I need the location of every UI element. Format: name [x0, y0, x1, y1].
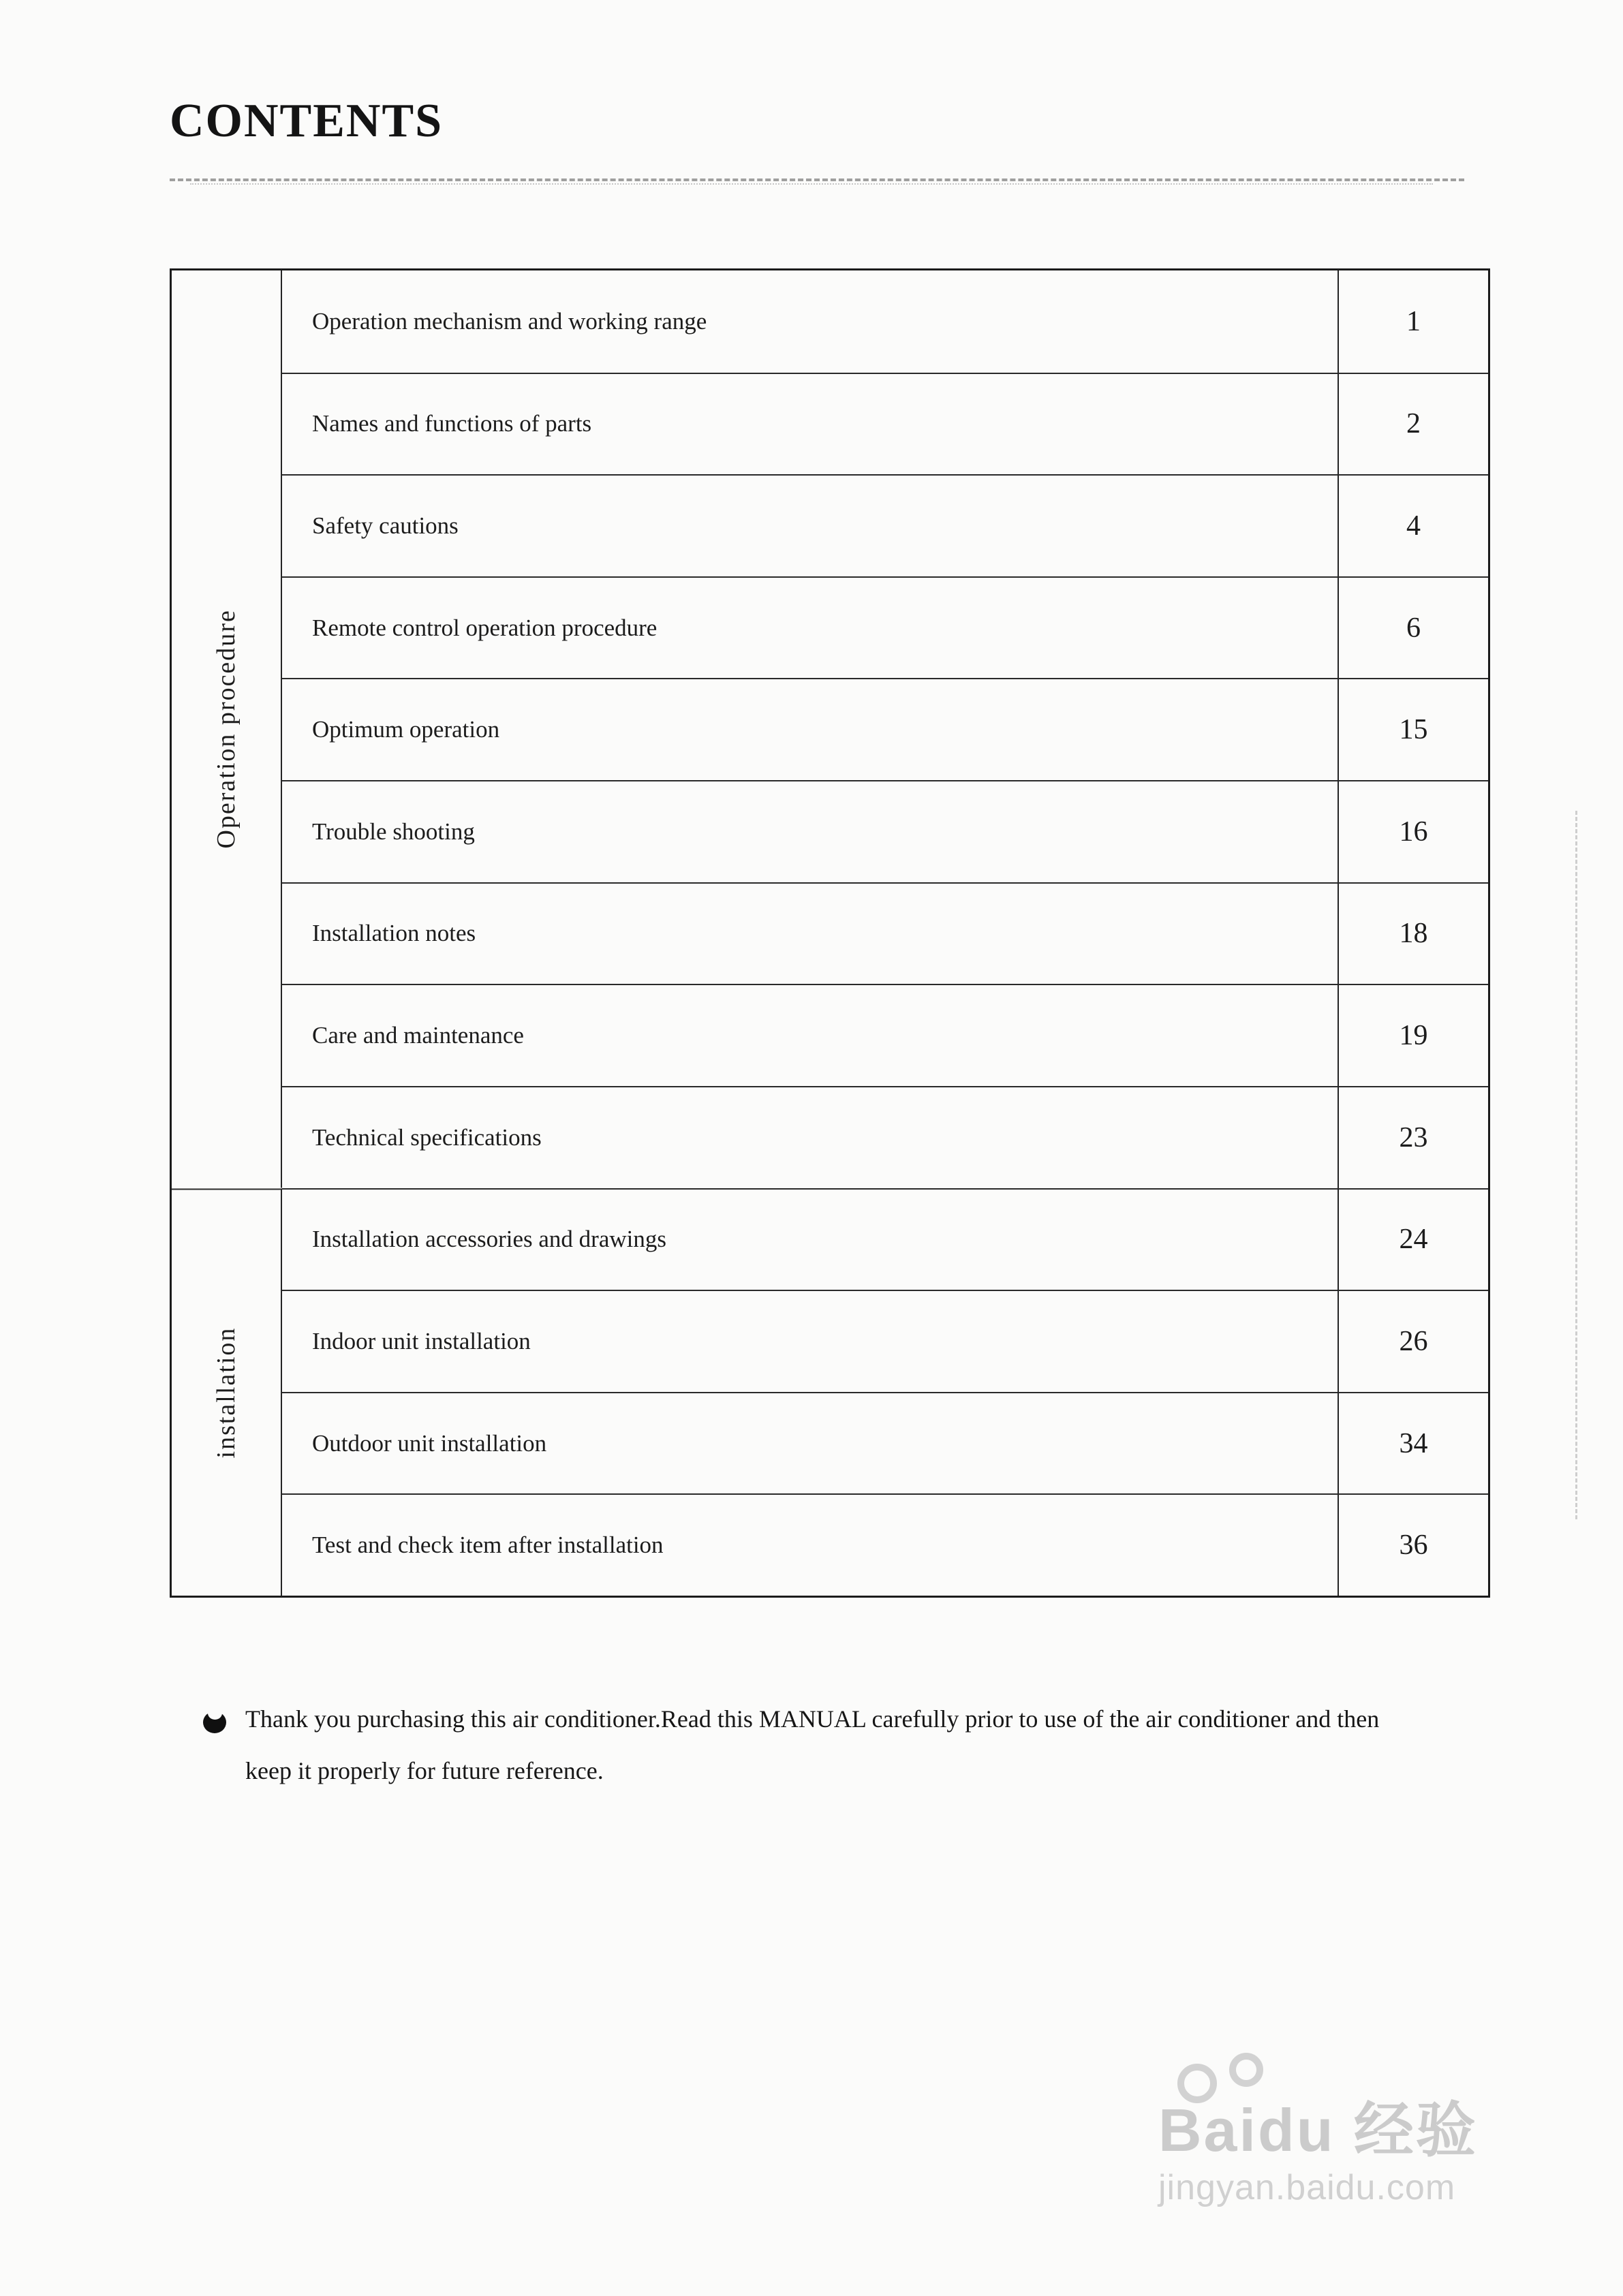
watermark	[1158, 2068, 1622, 2208]
toc-page-number: 23	[1338, 1086, 1488, 1188]
toc-entry-title: Indoor unit installation	[282, 1290, 1338, 1392]
toc-entry-title: Care and maintenance	[282, 984, 1338, 1086]
watermark-ring-icon	[1177, 2064, 1217, 2103]
toc-entry-title: Names and functions of parts	[282, 373, 1338, 475]
scan-artifact-line	[1575, 811, 1577, 1519]
toc-page-number: 34	[1338, 1392, 1488, 1494]
watermark-brand: Baidu 经验	[1158, 2096, 1478, 2164]
toc-entry-title: Optimum operation	[282, 678, 1338, 780]
toc-entry-title: Installation notes	[282, 882, 1338, 984]
toc-page-number: 16	[1338, 780, 1488, 882]
toc-page-number: 24	[1338, 1188, 1488, 1290]
title-underline-rule	[170, 179, 1464, 181]
toc-page-number: 2	[1338, 373, 1488, 475]
toc-entry-title: Operation mechanism and working range	[312, 307, 707, 335]
bullet-icon	[203, 1711, 226, 1733]
toc-page-number: 15	[1338, 678, 1488, 780]
footer-note	[203, 1705, 1504, 1785]
toc-entry-title: Installation accessories and drawings	[282, 1188, 1338, 1290]
footer-note-line-2: keep it properly for future reference.	[245, 1757, 604, 1784]
toc-group-label-installation: installation	[172, 1188, 282, 1596]
watermark-url: jingyan.baidu.com	[1158, 2168, 1456, 2207]
footer-note-text	[245, 1705, 1379, 1785]
toc-page-number: 19	[1338, 984, 1488, 1086]
toc-entry-title: Remote control operation procedure	[282, 576, 1338, 679]
toc-page-number: 18	[1338, 882, 1488, 984]
toc-page-number: 36	[1338, 1493, 1488, 1596]
toc-group-label-operation-procedure: Operation procedure	[172, 270, 282, 1188]
footer-note-line-1: Thank you purchasing this air conditioner.Read this MANUAL carefully prior to use of the air conditioner and then	[245, 1705, 1380, 1733]
page-title: CONTENTS	[170, 95, 444, 147]
toc-entry-title: Safety cautions	[282, 474, 1338, 576]
toc-entry-title: Technical specifications	[282, 1086, 1338, 1188]
toc-page-number: 1	[1338, 270, 1488, 373]
watermark-ring-icon	[1229, 2053, 1263, 2087]
toc-page-number: 4	[1338, 474, 1488, 576]
toc-page-number: 26	[1338, 1290, 1488, 1392]
toc-page-number: 6	[1338, 576, 1488, 679]
toc-table	[170, 268, 1490, 1598]
toc-entry-title: Outdoor unit installation	[282, 1392, 1338, 1494]
toc-entry-title: Test and check item after installation	[282, 1493, 1338, 1596]
toc-entry-title: Trouble shooting	[282, 780, 1338, 882]
